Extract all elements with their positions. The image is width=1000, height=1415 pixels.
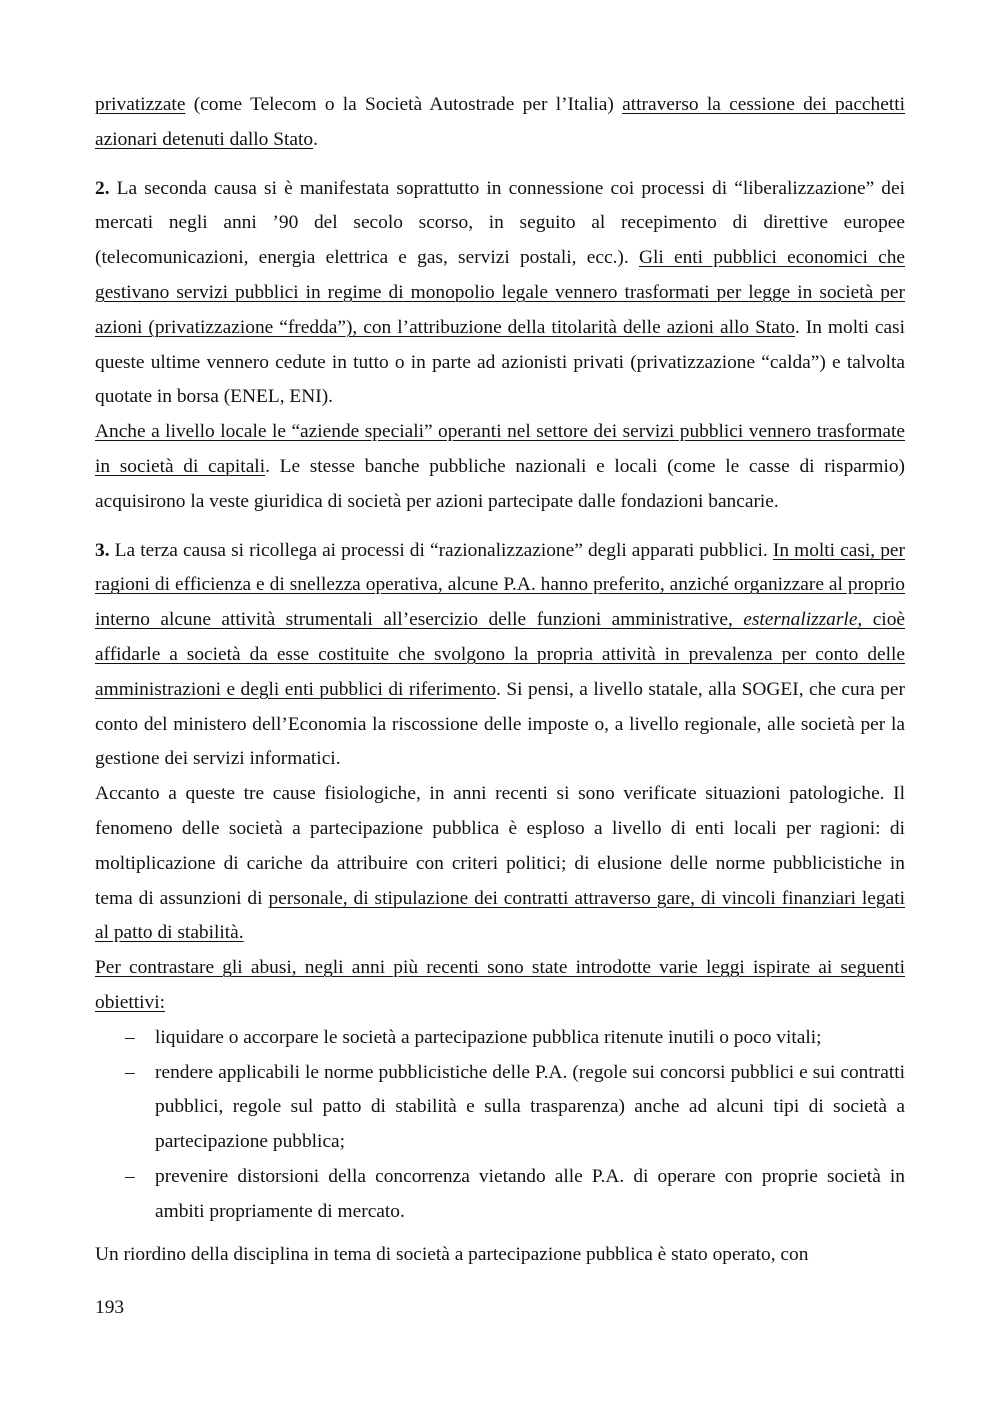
paragraph-cause-2 xyxy=(95,172,905,416)
underlined-text: Per contrastare gli abusi, negli anni più recenti sono state introdotte varie leggi ispirate ai seguenti obiettivi: xyxy=(95,957,905,1013)
list-item xyxy=(95,1021,905,1056)
underlined-text: , cioè affidarle a società da esse costituite che svolgono la propria attività in prevalenza per conto delle amministrazioni e degli enti pubblici di riferimento xyxy=(95,609,905,700)
list-item xyxy=(95,1160,905,1230)
page-number: 193 xyxy=(95,1297,125,1318)
paragraph-aziende-speciali xyxy=(95,415,905,519)
body-text: . Si pensi, a livello statale, alla SOGEI, che cura per conto del ministero dell’Economia la riscossione delle imposte o, a livello regionale, alle società per la gestione dei servizi informatici. xyxy=(95,678,905,770)
body-text: (come Telecom o la Società Autostrade per l’Italia) xyxy=(185,94,623,115)
italic-underlined-text: esternalizzarle xyxy=(743,609,858,631)
body-text: La terza causa si ricollega ai processi di “razionalizzazione” degli apparati pubblici. xyxy=(109,539,773,561)
list-number: 3. xyxy=(95,539,110,561)
body-text: . xyxy=(313,128,318,150)
body-text: . Le stesse banche pubbliche nazionali e locali (come le casse di risparmio) acquisirono la veste giuridica di società per azioni partecipate dalle fondazioni bancarie. xyxy=(95,455,905,512)
underlined-text: Anche a livello locale le “aziende speciali” operanti nel settore dei servizi pubblici vennero trasformate in società di capitali xyxy=(95,421,905,477)
objectives-list xyxy=(95,1021,905,1230)
document-body xyxy=(95,88,905,1272)
list-item-text: liquidare o accorpare le società a partecipazione pubblica ritenute inutili o poco vitali; xyxy=(155,1026,822,1048)
underlined-text: attraverso la cessione dei pacchetti azionari detenuti dallo Stato xyxy=(95,94,906,150)
list-item-text: prevenire distorsioni della concorrenza vietando alle P.A. di operare con proprie società in ambiti propriamente di mercato. xyxy=(155,1165,905,1222)
underlined-text: privatizzate xyxy=(95,94,186,115)
underlined-text: In molti casi, per ragioni di efficienza e di snellezza operativa, alcune P.A. hanno preferito, anziché organizzare al proprio interno alcune attività strumentali all’esercizio delle funzioni amministrative, xyxy=(95,539,906,631)
dash-icon: – xyxy=(125,1165,135,1187)
body-text: La seconda causa si è manifestata soprattutto in connessione coi processi di “liberalizzazione” dei mercati negli anni ’90 del secolo scorso, in seguito al recepimento di direttive europee (telecomunicazioni, energia elettrica e gas, servizi postali, ecc.). xyxy=(95,177,905,269)
paragraph-riordino xyxy=(95,1238,905,1273)
body-text: . In molti casi queste ultime vennero cedute in tutto o in parte ad azionisti privati (privatizzazione “calda”) e talvolta quotate in borsa (ENEL, ENI). xyxy=(95,316,905,408)
list-item-text: rendere applicabili le norme pubblicistiche delle P.A. (regole sui concorsi pubblici e sui contratti pubblici, regole sul patto di stabilità e sulla trasparenza) anche ad alcuni tipi di società a partecipazione pubblica; xyxy=(155,1061,905,1153)
paragraph-patologiche xyxy=(95,777,905,951)
list-number: 2. xyxy=(95,177,110,199)
paragraph-privatizzate xyxy=(95,88,905,158)
paragraph-abusi xyxy=(95,951,905,1021)
underlined-text: Gli enti pubblici economici che gestivano servizi pubblici in regime di monopolio legale vennero trasformati per legge in società per azioni (privatizzazione “fredda”), con l’attribuzione della titolarità delle azioni allo Stato xyxy=(95,247,906,338)
body-text: Accanto a queste tre cause fisiologiche, in anni recenti si sono verificate situazioni patologiche. Il fenomeno delle società a partecipazione pubblica è esploso a livello di enti locali per ragioni: di moltiplicazione di cariche da attribuire con criteri politici; di elusione delle norme pubblicistiche in tema di assunzioni di xyxy=(95,783,905,909)
dash-icon: – xyxy=(125,1026,135,1048)
body-text: Un riordino della disciplina in tema di società a partecipazione pubblica è stato operato, con xyxy=(95,1243,809,1265)
paragraph-cause-3 xyxy=(95,534,905,778)
dash-icon: – xyxy=(125,1061,135,1083)
list-item xyxy=(95,1056,905,1160)
underlined-text: personale, di stipulazione dei contratti attraverso gare, di vincoli finanziari legati al patto di stabilità. xyxy=(95,887,905,944)
